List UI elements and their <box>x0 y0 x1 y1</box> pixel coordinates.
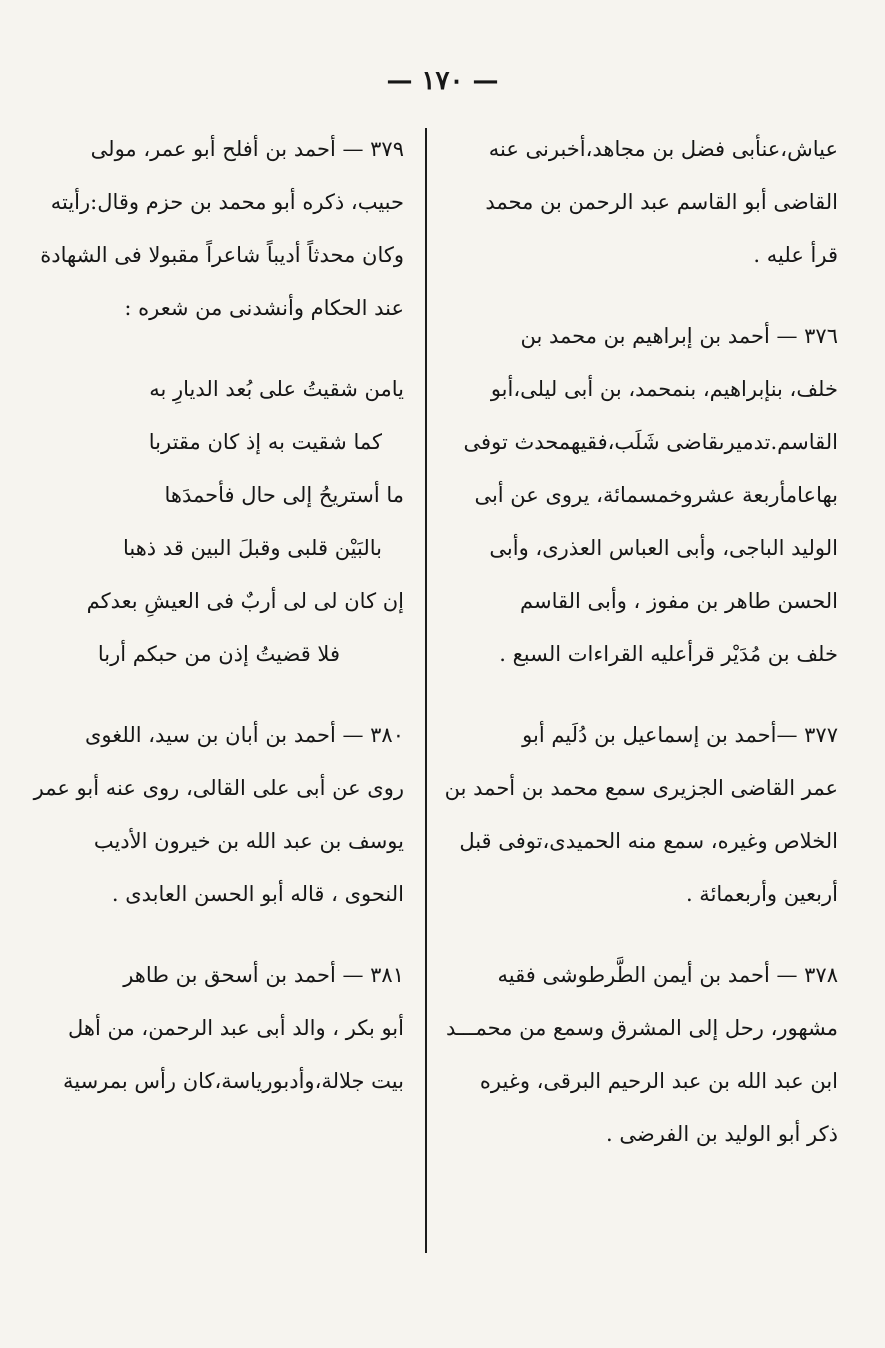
text-line: مشهور، رحل إلى المشرق وسمع من محمـــد <box>446 1016 838 1040</box>
right-column <box>444 134 838 1172</box>
entry-heading: ٣٧٦ — أحمد بن إبراهيم بن محمد بن <box>520 324 838 348</box>
text-line: القاضى أبو القاسم عبد الرحمن بن محمد <box>485 190 838 214</box>
poem-verse: بالبَيْن قلبى وقبلَ البين قد ذهبا <box>122 536 382 560</box>
text-line: الخلاص وغيره، سمع منه الحميدى،توفى قبل <box>459 829 838 853</box>
text-line: خلف بن مُدَيْر قرأعليه القراءات السبع . <box>499 642 838 666</box>
text-line: وكان محدثاً أديباً شاعراً مقبولا فى الشهادة <box>40 243 404 267</box>
text-line: روى عن أبى على القالى، روى عنه أبو عمر <box>33 776 404 800</box>
text-line: القاسم.تدميرىقاضى شَلَب،فقيهمحدث توفى <box>463 430 838 454</box>
entry-heading: ٣٧٧ —أحمد بن إسماعيل بن دُلَيم أبو <box>522 723 838 747</box>
text-line: عند الحكام وأنشدنى من شعره : <box>124 296 404 320</box>
page-number: — ١٧٠ — <box>386 66 499 96</box>
text-line: قرأ عليه . <box>753 243 838 267</box>
paragraph-gap <box>452 692 838 720</box>
poem-verse: يامن شقيتُ على بُعد الديارِ به <box>149 377 404 401</box>
left-column <box>34 134 404 1119</box>
text-line: عمر القاضى الجزيرى سمع محمد بن أحمد بن <box>444 776 838 800</box>
poem-verse: ما أستريحُ إلى حال فأحمدَها <box>164 483 404 507</box>
poem-verse: فلا قضيتُ إذن من حبكم أربا <box>97 642 340 666</box>
text-line: الوليد الباجى، وأبى العباس العذرى، وأبى <box>489 536 838 560</box>
text-line: النحوى ، قاله أبو الحسن العابدى . <box>111 882 404 906</box>
text-line: بيت جلالة،وأدبورياسة،كان رأس بمرسية <box>62 1069 404 1093</box>
paragraph-gap <box>34 932 404 960</box>
entry-heading: ٣٧٩ — أحمد بن أفلح أبو عمر، مولى <box>90 137 404 161</box>
text-line: الحسن طاهر بن مفوز ، وأبى القاسم <box>520 589 838 613</box>
text-line: ذكر أبو الوليد بن الفرضى . <box>606 1122 838 1146</box>
text-line: خلف، بنإبراهيم، بنمحمد، بن أبى ليلى،أبو <box>490 377 838 401</box>
text-line: عياش،عنأبى فضل بن مجاهد،أخبرنى عنه <box>488 137 838 161</box>
entry-heading: ٣٨٠ — أحمد بن أبان بن سيد، اللغوى <box>84 723 404 747</box>
paragraph-gap <box>452 293 838 321</box>
paragraph-gap <box>34 346 404 374</box>
paragraph-gap <box>452 932 838 960</box>
poem-verse: إن كان لى لى أربٌ فى العيشِ بعدكم <box>86 589 404 613</box>
entry-heading: ٣٨١ — أحمد بن أسحق بن طاهر <box>123 963 404 987</box>
entry-heading: ٣٧٨ — أحمد بن أيمن الطَّرطوشى فقيه <box>497 963 838 987</box>
text-line: حبيب، ذكره أبو محمد بن حزم وقال:رأيته <box>50 190 404 214</box>
text-line: أربعين وأربعمائة . <box>685 882 838 906</box>
poem-verse: كما شقيت به إذ كان مقتربا <box>148 430 382 454</box>
paragraph-gap <box>34 692 404 720</box>
text-line: أبو بكر ، والد أبى عبد الرحمن، من أهل <box>68 1016 404 1040</box>
text-line: بهاعامأربعة عشروخمسمائة، يروى عن أبى <box>474 483 838 507</box>
text-line: يوسف بن عبد الله بن خيرون الأديب <box>93 829 404 853</box>
text-line: ابن عبد الله بن عبد الرحيم البرقى، وغيره <box>479 1069 838 1093</box>
column-divider <box>425 128 427 1253</box>
